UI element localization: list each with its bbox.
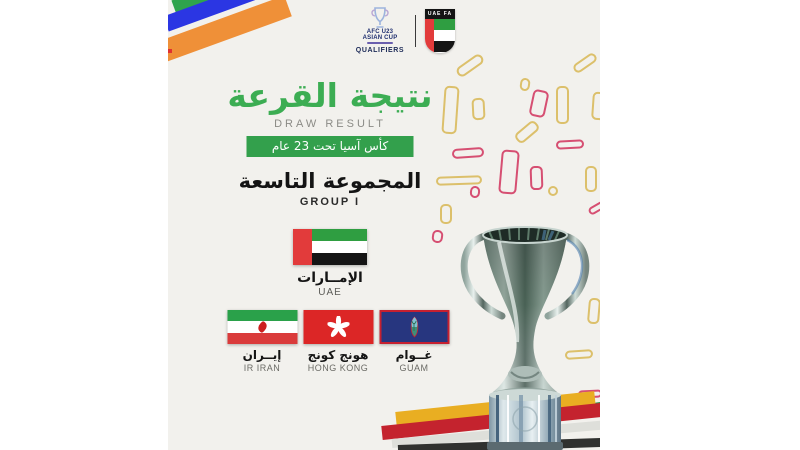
uae-flag bbox=[293, 229, 367, 265]
team-iran-name-arabic: إيــران bbox=[242, 348, 282, 362]
afc-logo-line2: ASIAN CUP bbox=[362, 35, 398, 41]
content-column bbox=[168, 0, 492, 450]
uae-fa-label: UAE FA bbox=[425, 9, 455, 19]
team-hong-kong bbox=[303, 310, 374, 373]
iran-flag bbox=[227, 310, 297, 344]
confetti bbox=[519, 77, 531, 91]
confetti bbox=[530, 166, 544, 190]
team-iran bbox=[227, 310, 298, 373]
confetti bbox=[587, 200, 600, 216]
hong-kong-flag bbox=[303, 310, 373, 344]
confetti bbox=[571, 51, 598, 74]
afc-logo-line1: AFC U23 bbox=[366, 29, 394, 35]
title-english: DRAW RESULT bbox=[274, 118, 386, 130]
confetti bbox=[513, 119, 541, 145]
confetti bbox=[556, 86, 569, 124]
title-arabic: نتيجة القرعة bbox=[227, 76, 433, 115]
team-guam bbox=[379, 310, 450, 373]
team-uae bbox=[168, 229, 492, 298]
confetti bbox=[548, 186, 558, 196]
guam-seal-icon bbox=[407, 316, 421, 338]
team-guam-name-arabic: غــوام bbox=[395, 348, 433, 362]
confetti bbox=[528, 89, 549, 119]
team-uae-name-english: UAE bbox=[318, 287, 342, 298]
guam-flag bbox=[379, 310, 449, 344]
confetti bbox=[585, 166, 597, 192]
bauhinia-flower-icon bbox=[327, 316, 349, 338]
team-uae-name-arabic: الإمــارات bbox=[297, 270, 363, 286]
trophy-image bbox=[455, 222, 595, 450]
afc-logo-qualifiers: QUALIFIERS bbox=[355, 47, 405, 54]
other-teams-row bbox=[227, 310, 450, 373]
confetti bbox=[498, 149, 520, 194]
team-hong-kong-name-english: HONG KONG bbox=[307, 363, 369, 373]
team-iran-name-english: IR IRAN bbox=[243, 363, 281, 373]
team-guam-name-english: GUAM bbox=[399, 363, 429, 373]
group-title-english: GROUP I bbox=[299, 196, 361, 208]
poster bbox=[168, 0, 600, 450]
group-title-arabic: المجموعة التاسعة bbox=[238, 169, 422, 193]
tournament-banner: كأس آسيا تحت 23 عام bbox=[247, 136, 414, 157]
confetti bbox=[556, 139, 584, 149]
team-hong-kong-name-arabic: هونج كونج bbox=[307, 348, 369, 362]
confetti bbox=[591, 92, 600, 121]
